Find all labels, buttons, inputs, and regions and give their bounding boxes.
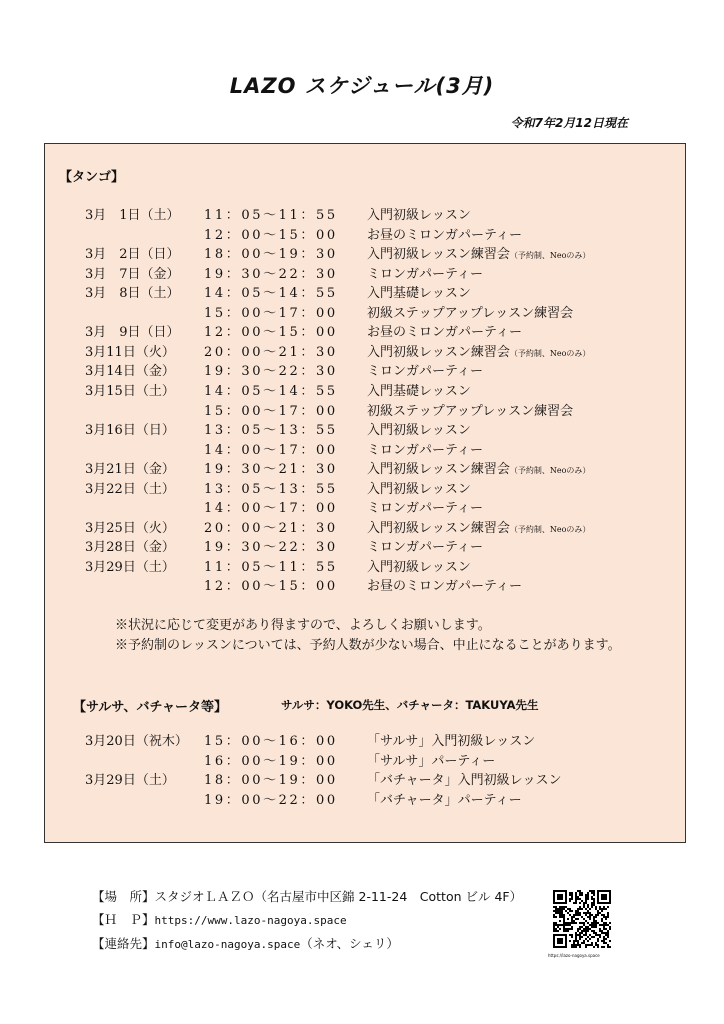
row-event: お昼のミロンガパーティー (367, 227, 522, 243)
schedule-box (44, 143, 686, 843)
row-event: 入門基礎レッスン (367, 383, 471, 399)
row-time: 14：05〜14：55 (204, 383, 338, 399)
row-time: 13：05〜13：55 (204, 423, 338, 439)
row-description (367, 441, 483, 461)
row-description (367, 480, 471, 500)
row-event: 「サルサ」パーティー (367, 753, 496, 769)
row-time: 11：05〜11：55 (204, 559, 338, 575)
row-date: 3月 9日（日） (85, 325, 180, 341)
row-note: （予約制、Neoのみ） (509, 524, 591, 534)
row-note: （予約制、Neoのみ） (509, 251, 591, 261)
row-event: 「サルサ」入門初級レッスン (367, 734, 536, 749)
contact-email[interactable]: info@lazo-nagoya.space (154, 938, 301, 951)
row-event: 入門初級レッスン練習会 (367, 344, 510, 360)
hp-link[interactable]: https://www.lazo-nagoya.space (154, 914, 347, 927)
row-date: 3月16日（日） (85, 423, 175, 439)
row-description (367, 245, 590, 266)
row-time: 19：30〜21：30 (204, 462, 338, 478)
footer-info (92, 885, 522, 956)
row-date: 3月25日（火） (85, 520, 175, 536)
row-time: 15：00〜17：00 (204, 403, 338, 419)
row-description (367, 421, 471, 441)
row-time: 14：05〜14：55 (204, 286, 338, 302)
tango-notes (115, 616, 621, 656)
row-date: 3月29日（土） (85, 773, 175, 789)
row-event: ミロンガパーティー (367, 501, 483, 517)
place-value: スタジオＬＡＺＯ（名古屋市中区錦 2-11-24 Cotton ビル 4F） (154, 889, 523, 904)
row-description (367, 732, 535, 752)
contact-names: （ネオ、シェリ） (300, 936, 399, 951)
row-time: 19：30〜22：30 (204, 266, 338, 282)
row-date: 3月 1日（土） (85, 208, 180, 223)
row-description (367, 206, 471, 226)
note-line: ※状況に応じて変更があり得ますので、よろしくお願いします。 (115, 618, 491, 633)
row-description (367, 771, 561, 791)
footer-contact (92, 932, 522, 956)
row-date: 3月15日（土） (85, 383, 175, 399)
row-event: 「バチャータ」入門初級レッスン (367, 773, 562, 789)
row-event: 「バチャータ」パーティー (367, 792, 522, 808)
hp-label: 【Ｈ Ｐ】 (92, 912, 155, 927)
row-time: 12：00〜15：00 (204, 325, 338, 341)
row-date: 3月 7日（金） (85, 266, 180, 282)
row-description (367, 284, 471, 304)
row-description (367, 558, 471, 578)
row-time: 19：30〜22：30 (204, 364, 338, 380)
row-date: 3月22日（土） (85, 481, 175, 497)
footer-hp (92, 908, 522, 932)
row-time: 20：00〜21：30 (204, 520, 338, 536)
row-event: 入門初級レッスン (367, 423, 471, 439)
row-date: 3月21日（金） (85, 462, 175, 478)
row-date: 3月14日（金） (85, 364, 175, 380)
salsa-heading: 【サルサ、バチャータ等】 (73, 700, 228, 715)
row-time: 12：00〜15：00 (204, 579, 338, 595)
row-event: 入門初級レッスン練習会 (367, 462, 510, 478)
row-note: （予約制、Neoのみ） (509, 348, 591, 358)
row-time: 15：00〜16：00 (204, 734, 338, 749)
row-time: 16：00〜19：00 (204, 753, 338, 769)
row-date: 3月11日（火） (85, 344, 175, 360)
row-description (367, 382, 471, 402)
row-description (367, 752, 495, 772)
note-line: ※予約制のレッスンについては、予約人数が少ない場合、中止になることがあります。 (115, 638, 621, 653)
row-time: 20：00〜21：30 (204, 344, 338, 360)
row-time: 14：00〜17：00 (204, 501, 338, 517)
row-description (367, 577, 522, 597)
row-note: （予約制、Neoのみ） (509, 466, 591, 476)
row-description (367, 519, 590, 540)
row-date: 3月 8日（土） (85, 286, 180, 302)
row-description (367, 460, 590, 481)
row-event: ミロンガパーティー (367, 442, 483, 458)
salsa-teachers: サルサ：YOKO先生、バチャータ：TAKUYA先生 (281, 698, 539, 712)
row-time: 18：00〜19：00 (204, 773, 338, 789)
footer-place (92, 885, 522, 908)
row-description (367, 362, 483, 382)
qr-caption: https://lazo-nagoya.space (548, 953, 600, 958)
row-description (367, 323, 522, 343)
row-event: ミロンガパーティー (367, 266, 483, 282)
as-of-date: 令和7年2月12日現在 (510, 116, 628, 130)
row-event: 初級ステップアップレッスン練習会 (367, 403, 574, 419)
place-label: 【場 所】 (92, 889, 155, 904)
row-event: ミロンガパーティー (367, 364, 483, 380)
row-date: 3月 2日（日） (85, 247, 180, 263)
row-event: ミロンガパーティー (367, 540, 483, 556)
tango-heading: 【タンゴ】 (59, 170, 125, 185)
row-event: 入門初級レッスン (367, 481, 471, 497)
row-description (367, 538, 483, 558)
page-title: LAZO スケジュール(3月) (229, 74, 495, 98)
row-time: 14：00〜17：00 (204, 442, 338, 458)
row-event: 初級ステップアップレッスン練習会 (367, 305, 574, 321)
row-event: 入門初級レッスン (367, 208, 471, 223)
contact-label: 【連絡先】 (92, 936, 155, 951)
row-event: お昼のミロンガパーティー (367, 325, 522, 341)
row-date: 3月20日（祝木） (85, 734, 188, 749)
row-description (367, 226, 522, 246)
row-event: 入門基礎レッスン (367, 286, 471, 302)
row-event: 入門初級レッスン (367, 559, 471, 575)
row-time: 11：05〜11：55 (204, 208, 338, 223)
row-description (367, 499, 483, 519)
row-event: お昼のミロンガパーティー (367, 579, 522, 595)
row-time: 15：00〜17：00 (204, 305, 338, 321)
row-event: 入門初級レッスン練習会 (367, 247, 510, 263)
row-time: 13：05〜13：55 (204, 481, 338, 497)
row-description (367, 265, 483, 285)
row-description (367, 343, 590, 364)
row-event: 入門初級レッスン練習会 (367, 520, 510, 536)
row-time: 12：00〜15：00 (204, 227, 338, 243)
row-time: 19：00〜22：00 (204, 792, 338, 808)
row-description (367, 304, 573, 324)
row-date: 3月29日（土） (85, 559, 175, 575)
row-time: 19：30〜22：30 (204, 540, 338, 556)
qr-code-icon[interactable] (553, 890, 611, 948)
row-time: 18：00〜19：30 (204, 247, 338, 263)
row-description (367, 791, 522, 811)
row-date: 3月28日（金） (85, 540, 175, 556)
row-description (367, 402, 573, 422)
